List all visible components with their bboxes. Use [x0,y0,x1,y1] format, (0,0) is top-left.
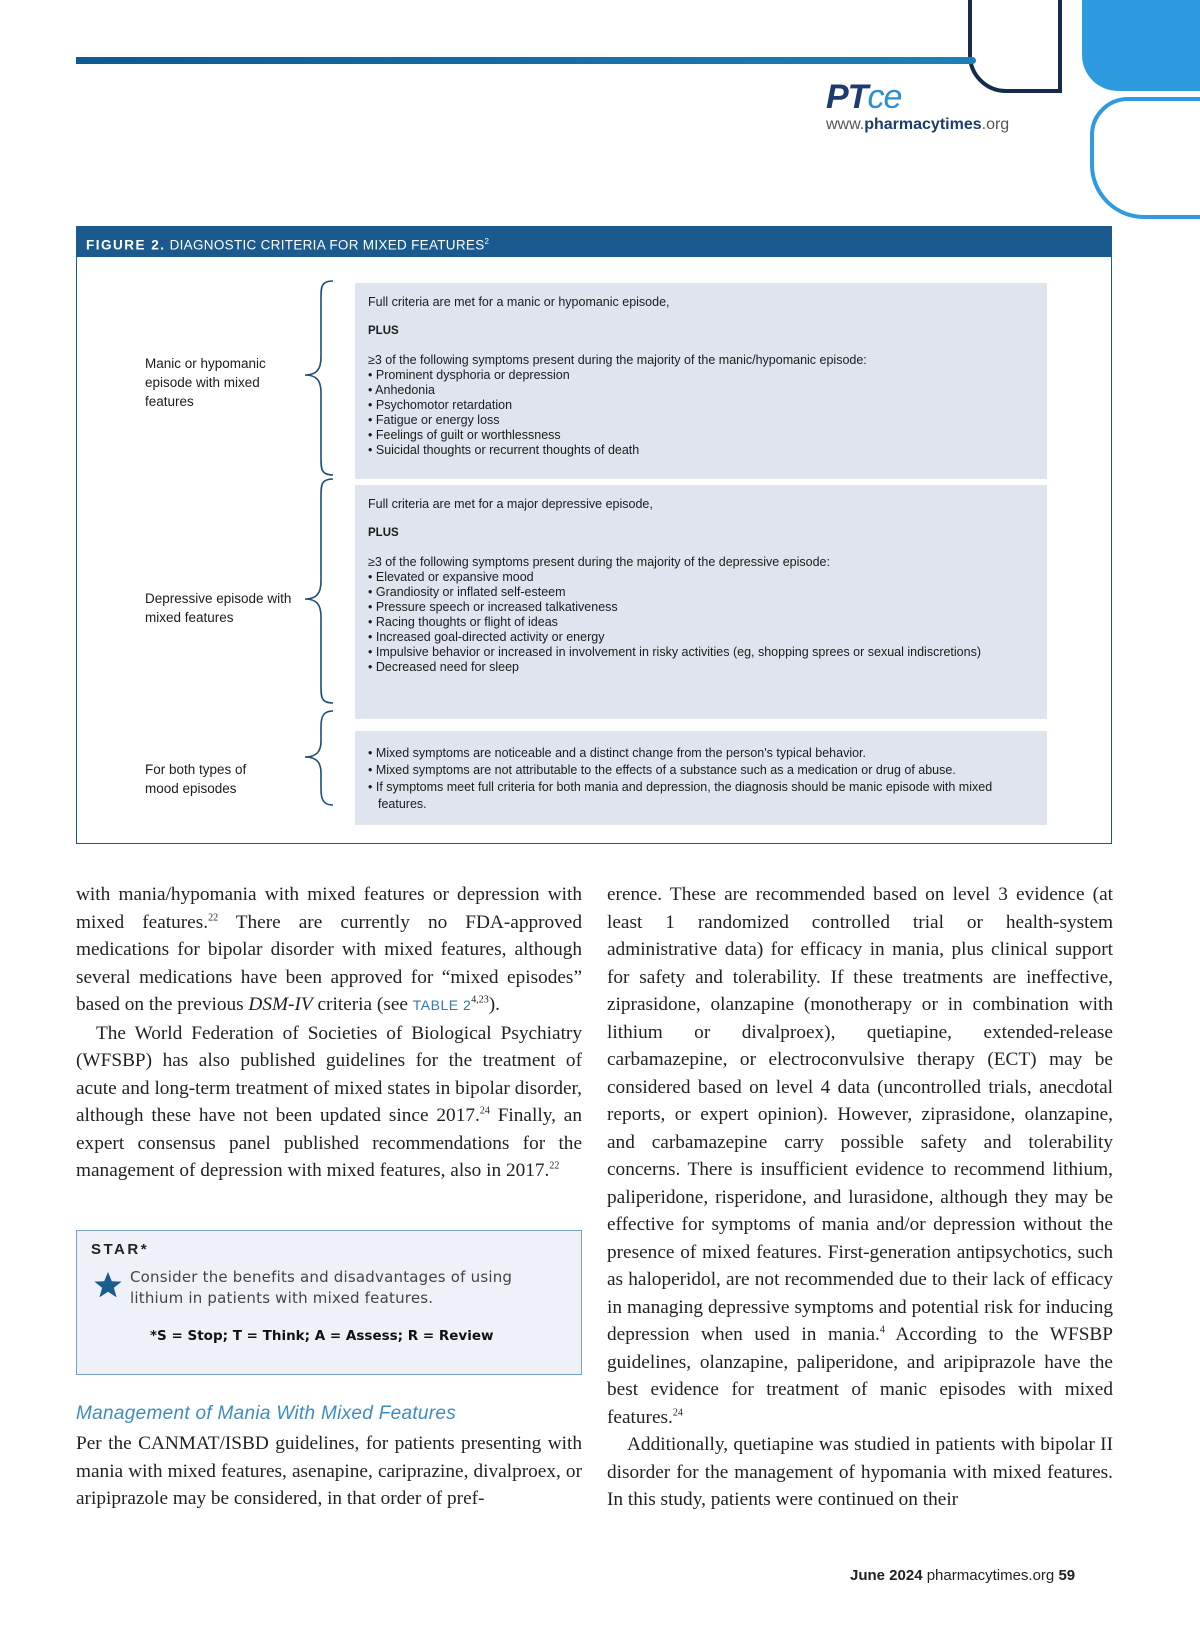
table-2-link[interactable]: TABLE 2 [412,997,472,1013]
star-legend: *S = Stop; T = Think; A = Assess; R = Review [150,1328,494,1344]
logo-url: www.pharmacytimes.org [826,116,1010,133]
left-column-continued [76,1430,582,1513]
star-title: STAR* [91,1241,150,1258]
list-item: • If symptoms meet full criteria for both mania and depression, the diagnosis should be manic episode with mixed features. [368,779,1035,813]
list-item: • Fatigue or energy loss [368,413,1035,428]
body-paragraph: Additionally, quetiapine was studied in patients with bipolar II disorder for the management of hypomania with mixed features. In this study, patients were continued on their [607,1434,1113,1510]
body-paragraph: with mania/hypomania with mixed features or depression with mixed features.$^{22}$ There are currently no FDA-approved medications for bipolar disorder with mixed features, although several medications have been approved for “mixed episodes” based on the previous DSM-IV criteria (see TABLE 2$^{4,23}$). [76,884,582,1015]
section-heading: Management of Mania With Mixed Features [76,1403,457,1424]
left-column [76,881,582,1185]
figure-2 [76,226,1112,844]
criteria-box: Full criteria are met for a major depressive episode, PLUS ≥3 of the following symptoms present during the majority of the depressive episode: • Elevated or expansive mood • Grandiosity or inflated self-esteem • Pressure speech or increased talkativeness • Racing thoughts or flight of ideas • Increased goal-directed activity or energy • Impulsive behavior or increased in involvement in risky activities (eg, shopping sprees or sexual indiscretions) • Decreased need for sleep [355,485,1047,719]
list-item: • Prominent dysphoria or depression [368,368,1035,383]
issue-date: June 2024 [850,1567,923,1584]
criteria-box: Full criteria are met for a manic or hypomanic episode, PLUS ≥3 of the following symptoms present during the majority of the manic/hypomanic episode: • Prominent dysphoria or depression • Anhedonia • Psychomotor retardation • Fatigue or energy loss • Feelings of guilt or worthlessness • Suicidal thoughts or recurrent thoughts of death [355,283,1047,479]
condition-label: For both types of mood episodes [145,762,247,796]
body-paragraph: Per the CANMAT/ISBD guidelines, for patients presenting with mania with mixed features, asenapine, cariprazine, divalproex, or aripiprazole may be considered, in that order of pref- [76,1433,582,1509]
body-paragraph: The World Federation of Societies of Biological Psychiatry (WFSBP) has also published guidelines for the treatment of acute and long-term treatment of mixed states in bipolar disorder, although these have not been updated since 2017.24 Finally, an expert consensus panel published recommendations for the management of depression with mixed features, also in 2017.22 [76,1022,582,1181]
star-icon [93,1271,123,1299]
body-paragraph: erence. These are recommended based on level 3 evidence (at least 1 randomized controlled trial or health-system administrative data) for efficacy in mania, plus clinical support for safety and tolerability. If these treatments are ineffective, ziprasidone, olanzapine (monotherapy or in combination with lithium or divalproex), quetiapine, extended-release carbamazepine, or electroconvulsive therapy (ECT) may be considered based on level 4 data (uncontrolled trials, anecdotal reports, or expert opinion). However, ziprasidone, olanzapine, and carbamazepine carry possible safety and tolerability concerns. There is insufficient evidence to recommend lithium, paliperidone, risperidone, and lurasidone, although they may be effective for symptoms of mania and/or depression without the presence of mixed features. First-generation antipsychotics, such as haloperidol, are not recommended due to their lack of efficacy in managing depressive symptoms and potential risk for inducing depression when used in mania.$^4$ According to the WFSBP guidelines, olanzapine, paliperidone, and aripiprazole have the best evidence for treatment of manic episodes with mixed features.$^{24}$ [607,884,1113,1428]
figure-header: FIGURE 2. DIAGNOSTIC CRITERIA FOR MIXED FEATURES$^2$ [77,227,1111,257]
list-item: • Elevated or expansive mood [368,570,1035,585]
page-footer [850,1567,1075,1584]
header-rule [76,57,976,64]
list-item: • Anhedonia [368,383,1035,398]
list-item: • Grandiosity or inflated self-esteem [368,585,1035,600]
list-item: • Psychomotor retardation [368,398,1035,413]
condition-label: Manic or hypomanic episode with mixed features [145,356,266,409]
list-item: • Suicidal thoughts or recurrent thoughts of death [368,443,1035,458]
star-text: Consider the benefits and disadvantages of using lithium in patients with mixed features. [130,1268,513,1307]
publisher-logo[interactable] [826,80,1026,136]
list-item: • Decreased need for sleep [368,660,1035,675]
figure-title: DIAGNOSTIC CRITERIA FOR MIXED FEATURES [169,237,485,253]
page-number: 59 [1058,1567,1076,1584]
condition-label: Depressive episode with mixed features [145,591,292,625]
criteria-box [355,731,1047,825]
list-item: • Pressure speech or increased talkativeness [368,600,1035,615]
footer-site: pharmacytimes.org [922,1567,1059,1584]
list-item: • Impulsive behavior or increased in involvement in risky activities (eg, shopping sprees or sexual indiscretions) [368,645,1035,660]
list-item: • Mixed symptoms are noticeable and a distinct change from the person's typical behavior. [368,745,1035,762]
list-item: • Mixed symptoms are not attributable to the effects of a substance such as a medication or drug of abuse. [368,762,1035,779]
list-item: • Racing thoughts or flight of ideas [368,615,1035,630]
list-item: • Feelings of guilt or worthlessness [368,428,1035,443]
brace-icon [297,279,337,829]
right-column [607,881,1113,1514]
star-callout [76,1230,582,1375]
logo-wordmark: PTce [826,78,902,116]
list-item: • Increased goal-directed activity or energy [368,630,1035,645]
